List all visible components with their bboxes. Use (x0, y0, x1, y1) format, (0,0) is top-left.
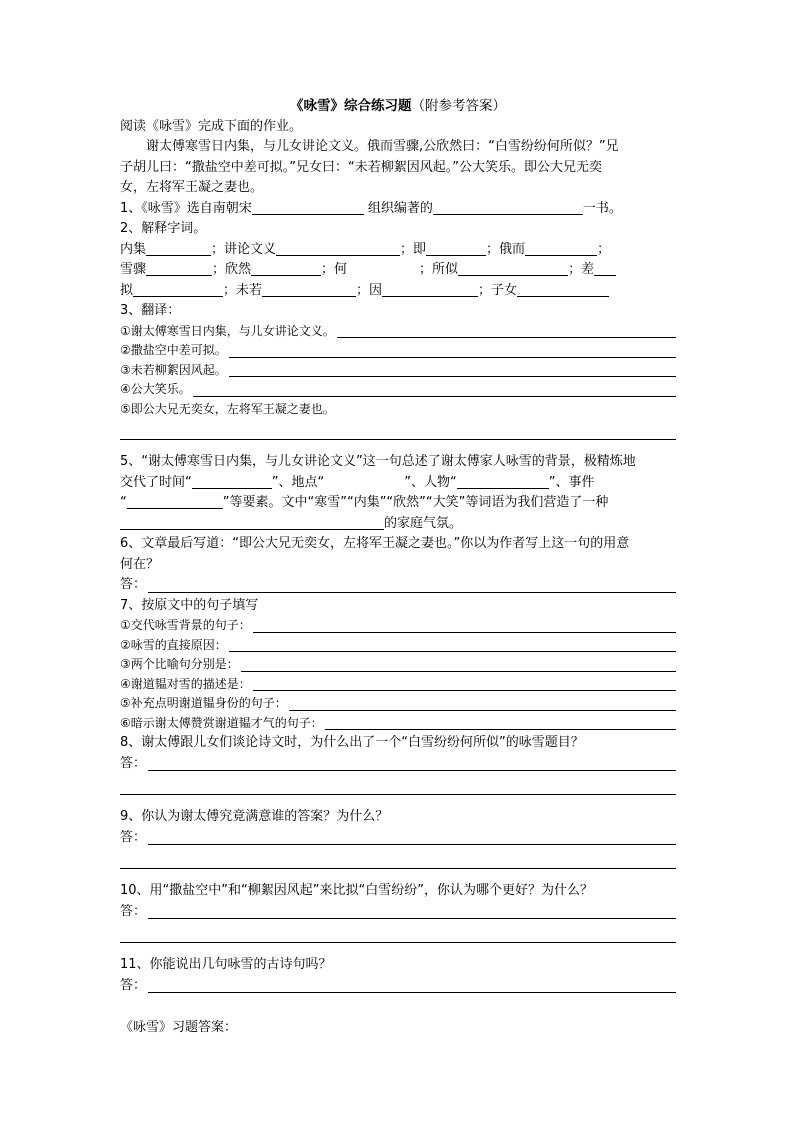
answer-line[interactable] (325, 716, 676, 730)
blank-atmosphere[interactable] (120, 516, 384, 530)
question-11-answer: 答： (120, 976, 676, 997)
blank-cha[interactable] (594, 262, 616, 276)
blank-suosi[interactable] (458, 262, 568, 276)
question-2-row-3: 拟 ；未若 ；因 ；子女 (120, 281, 676, 302)
passage-line-2: 子胡儿曰：“撒盐空中差可拟。”兄女曰：“未若柳絮因风起。”公大笑乐。即公大兄无奕 (120, 159, 602, 175)
question-7-heading: 7、按原文中的句子填写 (120, 597, 259, 613)
answer-line[interactable] (148, 757, 676, 771)
blank-xuezhou[interactable] (146, 262, 212, 276)
translate-item-3: ③未若柳絮因风起。 (120, 361, 676, 381)
translate-item-5: ⑤即公大兄无奕女，左将军王凝之妻也。 (120, 401, 335, 416)
answer-line[interactable] (337, 324, 676, 338)
blank-jianglunwenyi[interactable] (276, 242, 400, 256)
answer-line[interactable] (148, 905, 676, 919)
answer-line[interactable] (120, 848, 676, 869)
blank-zinv[interactable] (517, 283, 609, 297)
answer-line[interactable] (229, 363, 676, 377)
passage-line-3: 女，左将军王凝之妻也。 (120, 180, 264, 195)
blank-neiji[interactable] (146, 242, 211, 256)
answer-line[interactable] (229, 638, 676, 652)
fill-item-2: ②咏雪的直接原因： (120, 636, 676, 656)
question-2-row-1: 内集 ；讲论文义 ；即 ；俄而 ； (120, 241, 611, 257)
question-9: 9、你认为谢太傅究竟满意谁的答案？为什么？ (120, 809, 389, 824)
blank-ji[interactable] (426, 242, 486, 256)
answer-line[interactable] (148, 831, 676, 845)
answer-line[interactable] (120, 774, 676, 795)
question-6-line-2: 何在？ (120, 556, 160, 572)
blank-yin[interactable] (382, 283, 478, 297)
title-note: （附参考答案） (411, 98, 506, 114)
question-2-row-2: 雪骤 ；欣然 ；何 ；所似 ；差 (120, 260, 676, 281)
question-6-answer: 答： (120, 575, 676, 596)
question-2-heading: 2、解释字词。 (120, 221, 207, 236)
question-6-line-1: 6、文章最后写道：“即公大兄无奕女，左将军王凝之妻也。”你以为作者写上这一句的用意 (120, 536, 630, 551)
question-9-answer: 答： (120, 828, 676, 849)
fill-item-5: ⑤补充点明谢道韫身份的句子： (120, 694, 676, 714)
question-5-line-3: “ ”等要素。文中“寒雪”“内集”“欣然”“大笑”等词语为我们营造了一种 (120, 495, 609, 510)
blank-he[interactable] (347, 263, 419, 276)
question-8-answer: 答： (120, 754, 676, 775)
blank-place[interactable] (324, 476, 404, 489)
answer-line[interactable] (120, 922, 676, 943)
translate-item-4: ④公大笑乐。 (120, 380, 676, 400)
translate-item-2: ②撒盐空中差可拟。 (120, 341, 676, 361)
blank-xinran[interactable] (251, 262, 321, 276)
fill-item-3: ③两个比喻句分别是： (120, 655, 676, 675)
blank-event[interactable] (127, 495, 223, 509)
answer-line[interactable] (289, 697, 676, 711)
passage-line-1: 谢太傅寒雪日内集，与儿女讲论文义。俄而雪骤,公欣然曰：“白雪纷纷何所似？”兄 (146, 139, 619, 154)
question-11: 11、你能说出几句咏雪的古诗句吗？ (120, 957, 332, 972)
blank-eer[interactable] (525, 242, 597, 256)
question-3-heading: 3、翻译： (120, 303, 181, 318)
answer-line[interactable] (120, 419, 676, 440)
blank-people[interactable] (457, 475, 549, 489)
blank-ni[interactable] (133, 283, 223, 297)
blank-author[interactable] (252, 201, 364, 215)
worksheet (120, 96, 676, 1039)
answer-line[interactable] (241, 658, 676, 672)
question-10-answer: 答： (120, 902, 676, 923)
translate-item-1: ①谢太傅寒雪日内集，与儿女讲论文义。 (120, 322, 676, 342)
answers-heading: 《咏雪》习题答案： (120, 1020, 238, 1035)
answer-line[interactable] (253, 619, 676, 633)
answer-line[interactable] (229, 344, 676, 358)
fill-item-6: ⑥暗示谢太傅赞赏谢道韫才气的句子： (120, 714, 676, 734)
question-5-line-4: 的家庭气氛。 (120, 514, 676, 535)
question-1: 1、《咏雪》选自南朝宋 组织编著的 一书。 (120, 200, 622, 216)
blank-time[interactable] (192, 475, 272, 489)
answer-line[interactable] (148, 979, 676, 993)
question-5-line-1: 5、“谢太傅寒雪日内集，与儿女讲论文义”这一句总述了谢太傅家人咏雪的背景，极精炼地 (120, 454, 636, 469)
answer-line[interactable] (148, 579, 676, 593)
fill-item-4: ④谢道韫对雪的描述是： (120, 675, 676, 695)
instruction: 阅读《咏雪》完成下面的作业。 (120, 118, 303, 134)
question-5-line-2: 交代了时间“ ”、地点“ ”、人物“ ”、事件 (120, 474, 595, 490)
answer-line[interactable] (253, 677, 676, 691)
blank-book[interactable] (433, 201, 583, 215)
page-title: 《咏雪》综合练习题（附参考答案） (290, 98, 506, 114)
answer-line[interactable] (193, 383, 676, 397)
blank-weiruo[interactable] (262, 283, 356, 297)
fill-item-1: ①交代咏雪背景的句子： (120, 616, 676, 636)
question-10: 10、用“撒盐空中”和“柳絮因风起”来比拟“白雪纷纷”，你认为哪个更好？为什么？ (120, 883, 593, 898)
question-8: 8、谢太傅跟儿女们谈论诗文时，为什么出了一个“白雪纷纷何所似”的咏雪题目？ (120, 735, 584, 750)
